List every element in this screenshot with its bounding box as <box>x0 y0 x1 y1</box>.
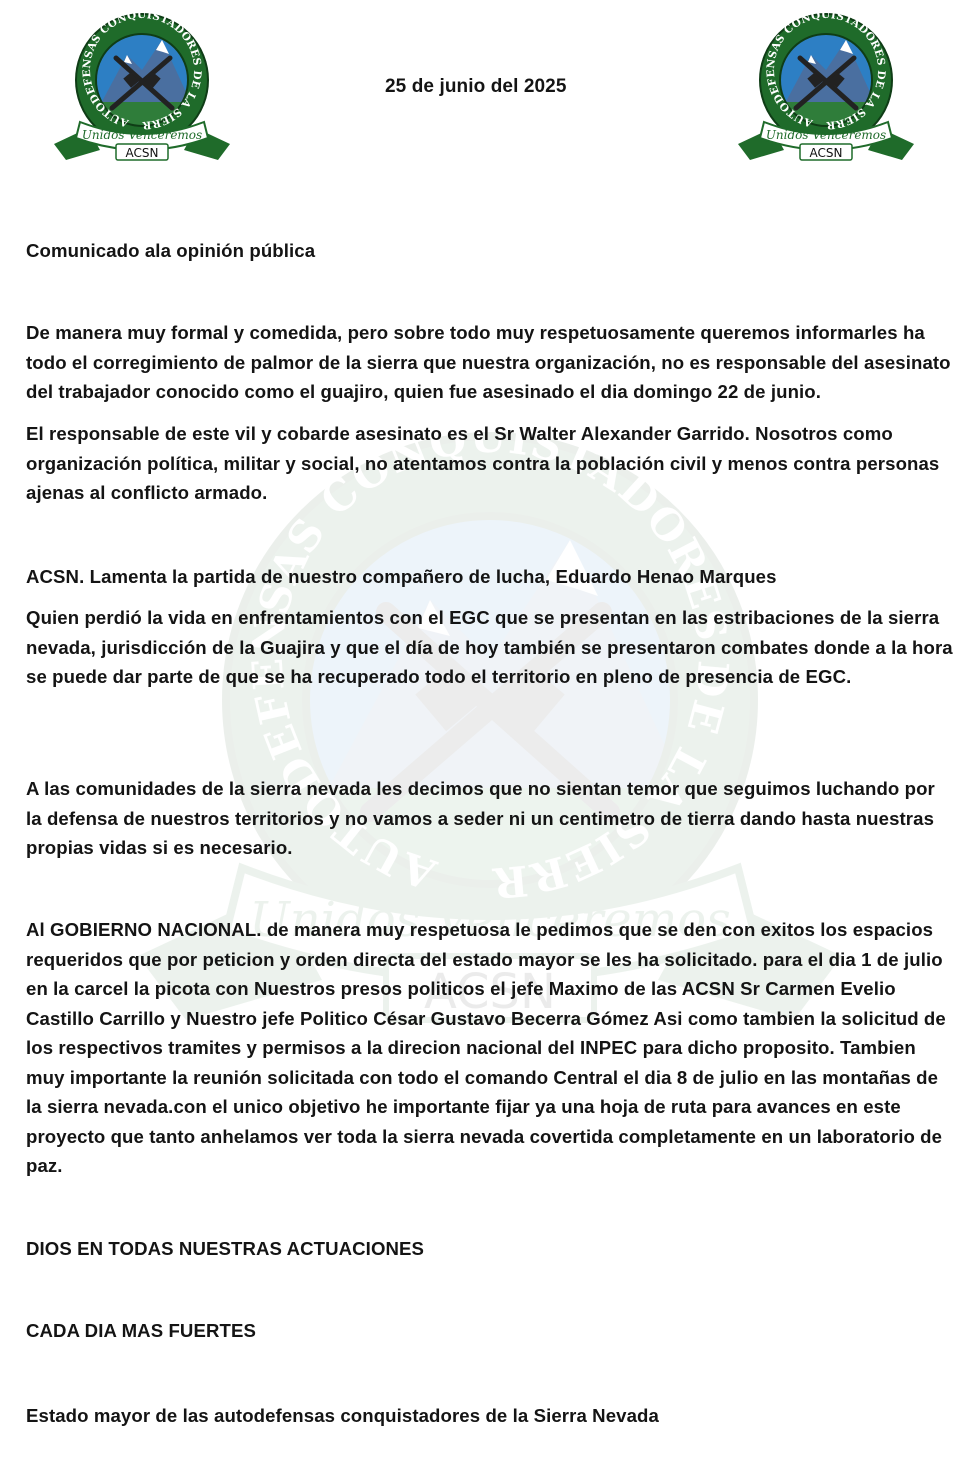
communique-title: Comunicado ala opinión pública <box>26 240 316 261</box>
acsn-logo-right <box>736 10 916 165</box>
paragraph-lament: ACSN. Lamenta la partida de nuestro compañero de lucha, Eduardo Henao Marques <box>26 566 777 587</box>
paragraph-not-responsible: De manera muy formal y comedida, pero sobre todo muy respetuosamente queremos informarles ha todo el corregimiento de palmor de la sierra que nuestra organización, no es responsable del asesinato del trabajador conocido como el guajiro, quien fue asesinado el dia domingo 22 de junio. <box>26 322 951 402</box>
paragraph-government: Al GOBIERNO NACIONAL. de manera muy respetuosa le pedimos que se den con exitos los espacios requeridos que por peticion y orden directa del estado mayor se les ha solicitado. para el dia 1 de julio en la carcel la picota con Nuestros presos politicos el jefe Maximo de las ACSN Sr Carmen Evelio Castillo Carrillo y Nuestro jefe Politico César Gustavo Becerra Gómez Asi como tambien la solicitud de los respectivos tramites y permisos a la direcion nacional del INPEC para dicho proposito. Tambien muy importante la reunión solicitada con todo el comando Central el dia 8 de julio en las montañas de la sierra nevada.con el unico objetivo he importante fijar ya una hoja de ruta para avances en este proyecto que tanto anhelamos ver toda la sierra nevada covertida completamente en un laboratorio de paz. <box>26 919 946 1176</box>
paragraph-combat: Quien perdió la vida en enfrentamientos con el EGC que se presentan en las estribaciones de la sierra nevada, jurisdicción de la Guajira y que el día de hoy también se presentaron combates donde a la hora se puede dar parte de que se ha recuperado todo el territorio en pleno de presencia de EGC. <box>26 607 953 687</box>
closing-motto-1: DIOS EN TODAS NUESTRAS ACTUACIONES <box>26 1238 425 1259</box>
acsn-logo-left <box>52 10 232 165</box>
paragraph-communities: A las comunidades de la sierra nevada les decimos que no sientan temor que seguimos luchando por la defensa de nuestros territorios y no vamos a seder ni un centimetro de tierra dando hasta nuestras propias vidas si es necesario. <box>26 778 935 858</box>
paragraph-responsible-party: El responsable de este vil y cobarde asesinato es el Sr Walter Alexander Garrido. Nosotros como organización política, militar y social, no atentamos contra la población civil y menos contra personas ajenas al conflicto armado. <box>26 423 940 503</box>
document-date: 25 de junio del 2025 <box>385 76 567 97</box>
signature-line: Estado mayor de las autodefensas conquistadores de la Sierra Nevada <box>26 1405 659 1426</box>
closing-motto-2: CADA DIA MAS FUERTES <box>26 1320 256 1341</box>
